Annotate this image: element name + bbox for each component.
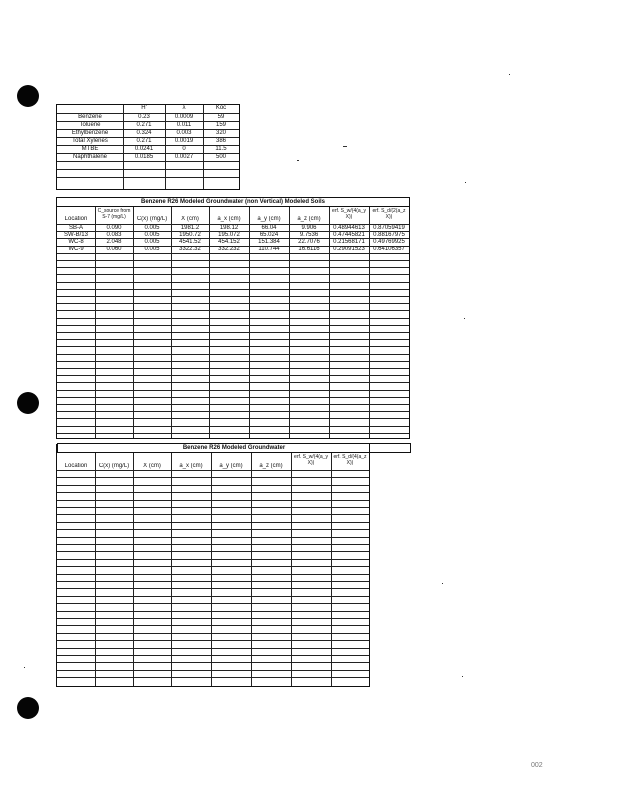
table2-value: 151.384 [258, 239, 280, 245]
table2-value: 0.29091523 [333, 246, 365, 252]
table1-value: 0.003 [176, 130, 192, 136]
table2-location: WC-8 [68, 239, 84, 245]
table1-header-h: H' [141, 105, 147, 111]
table2-value: 9.7536 [299, 232, 319, 238]
table1-value: 0.0019 [174, 138, 194, 144]
table2-value: 0.005 [144, 246, 160, 252]
table2-value: 0.48944613 [333, 225, 365, 231]
table2-value: 65.024 [259, 232, 279, 238]
scan-speck [509, 74, 510, 75]
table2-value: 2.048 [106, 239, 122, 245]
table1-value: 320 [215, 130, 226, 136]
table2-value: 9.906 [301, 225, 317, 231]
table1-header-lambda: λ [182, 105, 186, 111]
table2-location: SW-B/13 [64, 232, 88, 238]
table3-header: erf. S_d/(4(a_z X)) [333, 454, 367, 466]
scan-speck [464, 318, 465, 319]
table1-value: 0.23 [138, 114, 150, 120]
table1-chemical: Benzene [78, 114, 102, 120]
scan-speck [465, 182, 466, 183]
table2-value: 0.005 [144, 232, 160, 238]
table3-header: C(x) (mg/L) [98, 463, 130, 469]
table2-value: 22.7076 [298, 239, 320, 245]
table1-value: 386 [215, 138, 226, 144]
table1-value: 59 [217, 114, 225, 120]
table2-header: a_x (cm) [217, 216, 241, 222]
table2-header: C(x) (mg/L) [136, 216, 168, 222]
table2-header: X (cm) [181, 216, 199, 222]
punch-hole-middle [17, 392, 39, 414]
table1-value: 0.0185 [134, 154, 154, 160]
table1-value: 0.0027 [174, 154, 194, 160]
scan-speck [442, 583, 443, 584]
table1-chemical: Total Xylenes [72, 138, 108, 144]
table1-chemical: MTBE [81, 146, 99, 152]
benzene-soil-model-table [56, 197, 410, 439]
table2-value: 4541.52 [179, 239, 201, 245]
table2-location: SB-A [68, 225, 83, 231]
table2-value: 0.88167975 [373, 232, 405, 238]
table2-value: 0.49769925 [373, 239, 405, 245]
table3-header: a_y (cm) [219, 463, 243, 469]
scan-speck [343, 146, 347, 147]
table2-value: 0.64106357 [373, 246, 405, 252]
table2-header: erf. S_w/(4(a_y X)) [332, 208, 366, 220]
table2-value: 16.6116 [298, 246, 320, 252]
table2-value: 3322.32 [179, 246, 201, 252]
table2-header: a_z (cm) [297, 216, 321, 222]
table2-value: 0.21568171 [333, 239, 365, 245]
table2-header: C_source from S-7 (mg/L) [97, 208, 131, 220]
table2-value: 0.005 [144, 225, 160, 231]
table2-value: 110.744 [258, 246, 280, 252]
table1-value: 11.5 [215, 146, 227, 152]
table2-value: 195.072 [218, 232, 240, 238]
table2-header: erf. S_d/(2(a_z X)) [372, 208, 406, 220]
table1-value: 159 [215, 122, 226, 128]
table1-value: 0.271 [136, 138, 152, 144]
table2-value: 66.04 [261, 225, 277, 231]
table2-value: 0.090 [106, 225, 122, 231]
table2-header: Location [64, 216, 88, 222]
table2-value: 0.005 [144, 239, 160, 245]
table2-location: WC-9 [68, 246, 84, 252]
table2-header: a_y (cm) [257, 216, 281, 222]
table3-header: a_x (cm) [179, 463, 203, 469]
table2-value: 0.87059419 [373, 225, 405, 231]
table2-value: 0.083 [106, 232, 122, 238]
table1-value: 0.0241 [134, 146, 154, 152]
table1-header-koc: Koc [215, 105, 227, 111]
table3-caption: Benzene R26 Modeled Groundwater [57, 443, 411, 453]
table2-value: 0.47445821 [333, 232, 365, 238]
table2-value: 1981.2 [180, 225, 200, 231]
table2-value: 198.12 [219, 225, 239, 231]
table1-value: 0.0009 [174, 114, 194, 120]
table1-value: 500 [215, 154, 226, 160]
table3-header: Location [64, 463, 88, 469]
table3-header: erf. S_w/(4(a_y X)) [294, 454, 328, 466]
punch-hole-top [17, 85, 39, 107]
table2-caption: Benzene R26 Modeled Groundwater (non Vertical) Modeled Soils [57, 198, 409, 207]
table3-header: X (cm) [143, 463, 161, 469]
table1-chemical: Naphthalene [72, 154, 108, 160]
table1-value: 0 [182, 146, 186, 152]
table1-value: 0.011 [176, 122, 192, 128]
table1-value: 0.271 [136, 122, 152, 128]
table3-header: a_z (cm) [259, 463, 283, 469]
table1-chemical: Ethylbenzene [71, 130, 109, 136]
punch-hole-bottom [17, 697, 39, 719]
table1-value: 0.324 [136, 130, 152, 136]
page-number: 002 [531, 762, 543, 769]
scan-speck [24, 667, 25, 668]
scan-speck [462, 676, 463, 677]
benzene-groundwater-model-table [56, 444, 370, 687]
scan-speck [297, 160, 299, 161]
table2-value: 0.060 [106, 246, 122, 252]
chemical-properties-table [56, 104, 240, 190]
table2-value: 454.152 [218, 239, 240, 245]
table2-value: 332.232 [218, 246, 240, 252]
table2-value: 1950.72 [179, 232, 201, 238]
table1-chemical: Toluene [79, 122, 101, 128]
